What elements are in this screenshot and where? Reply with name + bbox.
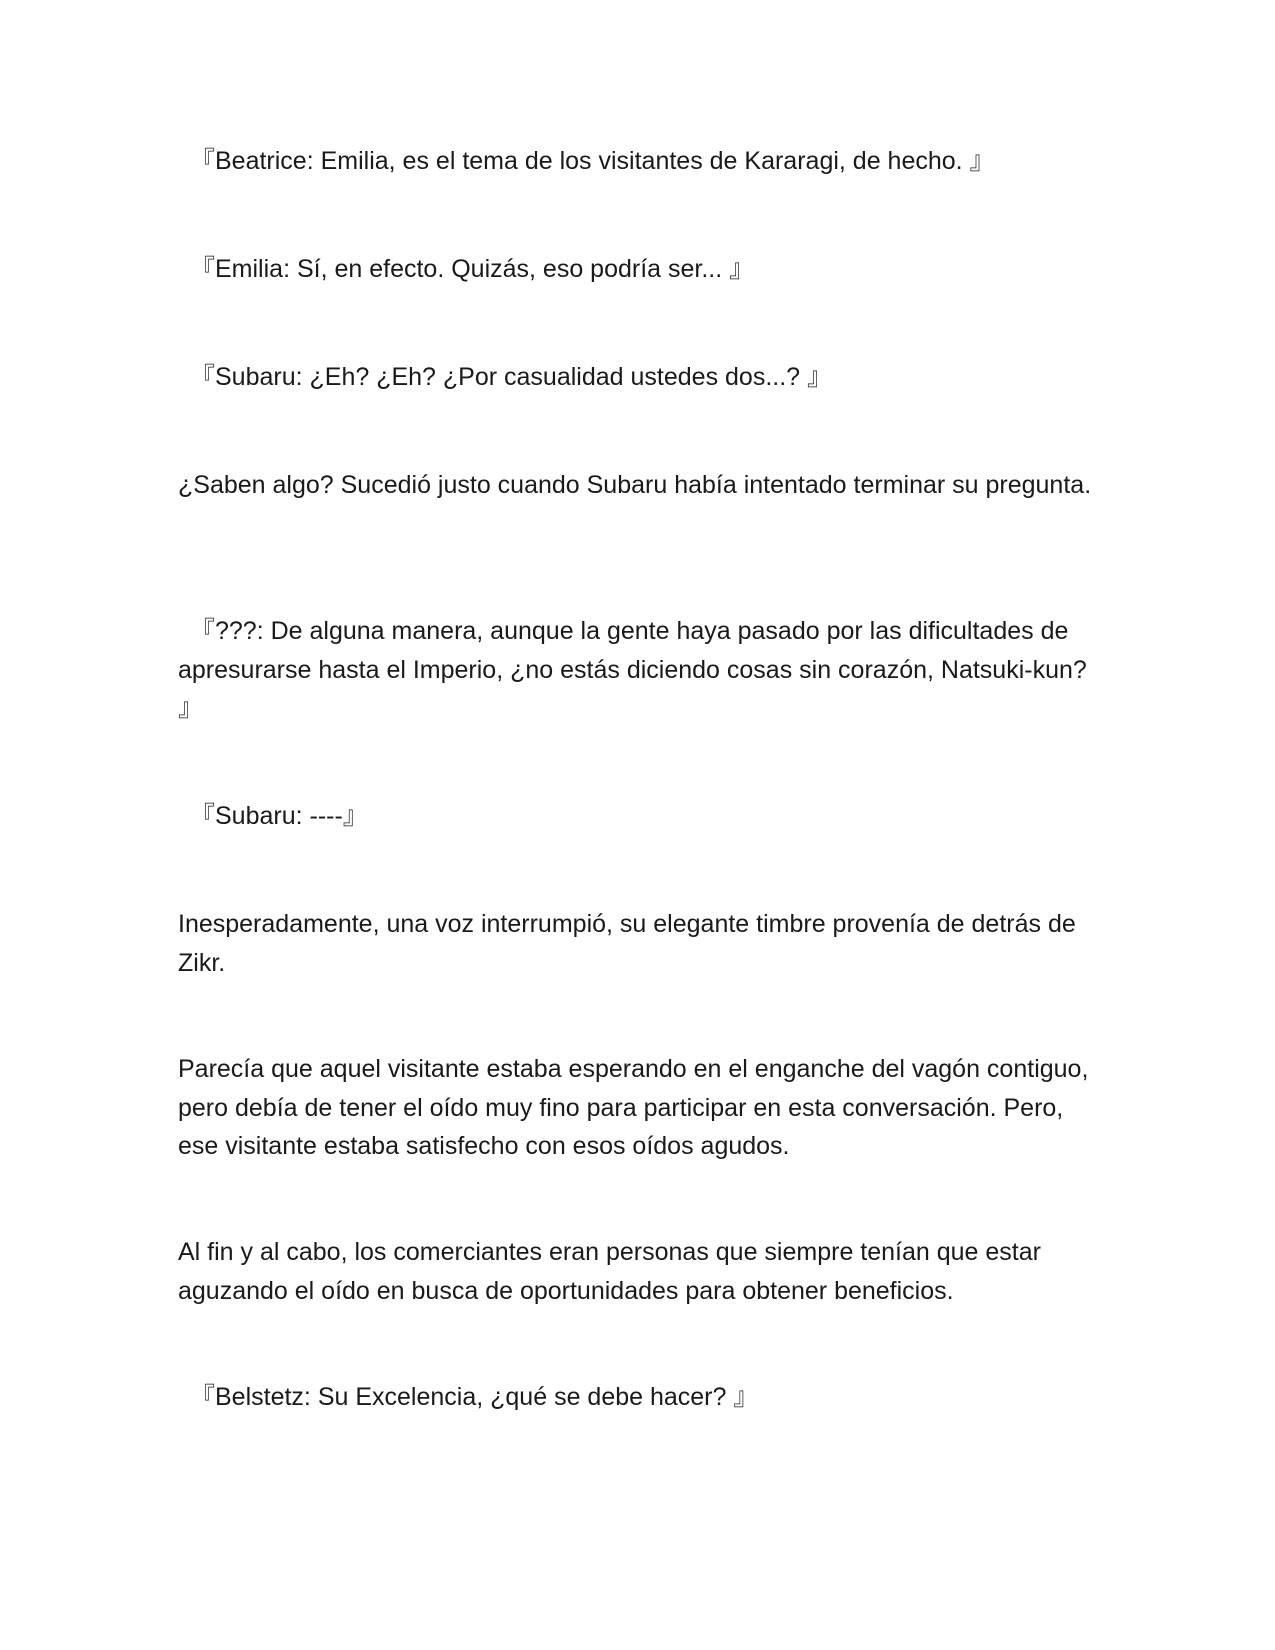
narration-saben-algo: ¿Saben algo? Sucedió justo cuando Subaru había intentado terminar su pregunta. — [178, 471, 1092, 499]
dialogue-subaru-question: 『Subaru: ¿Eh? ¿Eh? ¿Por casualidad ustedes dos...? 』 — [190, 363, 833, 391]
dialogue-unknown-speaker: 『???: De alguna manera, aunque la gente haya pasado por las dificultades de apresurarse hasta el Imperio, ¿no estás diciendo cosas sin corazón, Natsuki-kun? 』 — [178, 617, 1087, 722]
narration-merchants: Al fin y al cabo, los comerciantes eran personas que siempre tenían que estar aguzando el oído en busca de oportunidades para obtener beneficios. — [178, 1238, 1041, 1305]
narration-voice-interrupted: Inesperadamente, una voz interrumpió, su elegante timbre provenía de detrás de Zikr. — [178, 910, 1076, 977]
dialogue-subaru-silence: 『Subaru: ----』 — [190, 802, 368, 830]
dialogue-belstetz: 『Belstetz: Su Excelencia, ¿qué se debe hacer? 』 — [190, 1383, 759, 1411]
narration-visitor-waiting: Parecía que aquel visitante estaba esperando en el enganche del vagón contiguo, pero debía de tener el oído muy fino para participar en esta conversación. Pero, ese visitante estaba satisfecho con esos oídos agudos. — [178, 1055, 1089, 1160]
dialogue-emilia: 『Emilia: Sí, en efecto. Quizás, eso podría ser... 』 — [190, 255, 755, 283]
dialogue-beatrice: 『Beatrice: Emilia, es el tema de los visitantes de Kararagi, de hecho. 』 — [190, 147, 995, 175]
